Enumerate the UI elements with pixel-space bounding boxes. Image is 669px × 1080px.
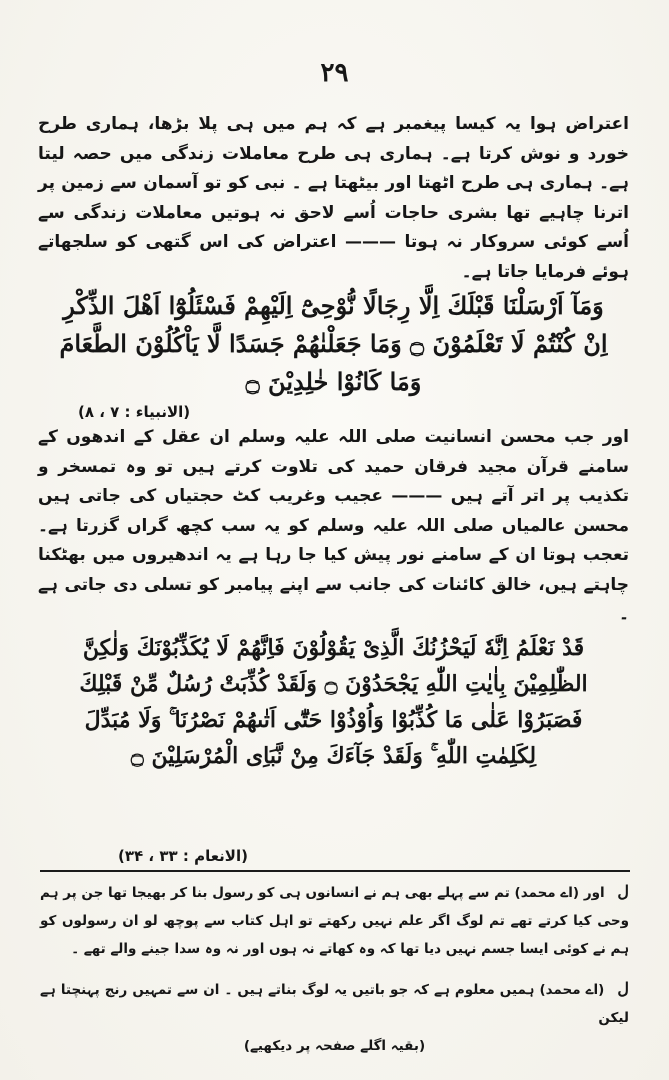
footnote-1 [40,878,629,963]
main-text [38,110,629,774]
footnote-2 [40,975,629,1032]
paragraph-2: اور جب محسن انسانیت صلی اللہ علیہ وسلم ان عقل کے اندھوں کے سامنے قرآن مجید فرقان حمید کی تلاوت کرتے ہیں تو وہ تمسخر و تکذیب پر اتر آتے ہیں ——— عجیب وغریب کٹ حجتیاں کی جاتی ہیں محسن عالمیاں صلی اللہ علیہ وسلم کو یہ سب کچھ گراں گزرتا ہے۔ تعجب ہوتا ان کے سامنے نور پیش کیا جا رہا ہے یہ اندھیروں میں بھٹکنا چاہتے ہیں، خالق کائنات کی جانب سے اپنے پیامبر کو تسلی دی جاتی ہے ۔ [38,427,629,624]
footnote-1-text: اور (اے محمد) تم سے پہلے بھی ہم نے انسانوں ہی کو رسول بنا کر بھیجا تھا جن پر ہم وحی کیا کرتے تھے تم لوگ اگر علم نہیں رکھتے تو اہل کتاب سے پوچھ لو ان رسولوں کو ہم نے کوئی ایسا جسم نہیں دیا تھا کہ وہ کھاتے نہ ہوں اور نہ وہ سدا جینے والے تھے ۔ [40,885,629,957]
verse-reference-anbiya: (الانبیاء : ۷ ، ۸) [78,403,191,421]
paragraph-1: اعتراض ہوا یہ کیسا پیغمبر ہے کہ ہم میں ہی پلا بڑھا، ہماری طرح خورد و نوش کرتا ہے۔ ہماری ہی طرح معاملات زندگی میں حصہ لیتا ہے۔ ہماری ہی طرح اٹھتا اور بیٹھتا ہے ۔ نبی کو تو آسمان سے زمین پر اترنا چاہیے تھا بشری حاجات اُسے لاحق نہ ہوتیں معاملات زندگی سے اُسے کوئی سروکار نہ ہوتا ——— اعتراض کی اس گتھی کو سلجھاتے ہوئے فرمایا جاتا ہے۔ [38,114,629,282]
quran-verse-anbiya: وَمَآ اَرْسَلْنَا قَبْلَكَ اِلَّا رِجَالًا نُّوْحِیْٓ اِلَیْهِمْ فَسْئَلُوْٓا اَهْلَ الذِّكْرِ اِنْ كُنْتُمْ لَا تَعْلَمُوْنَ ۝ وَمَا جَعَلْنٰهُمْ جَسَدًا لَّا یَاْكُلُوْنَ الطَّعَامَ وَمَا كَانُوْا خٰلِدِیْنَ ۝ [59,291,608,396]
footnote-2-text: (اے محمد) ہمیں معلوم ہے کہ جو باتیں یہ لوگ بناتے ہیں ۔ ان سے تمہیں رنج پہنچتا ہے لیکن [40,982,629,1026]
footnote-1-marker: ل [617,882,629,901]
verse-reference-anam: (الانعام : ۳۳ ، ۳۴) [118,847,248,865]
page-number: ۲۹ [320,58,349,88]
footnote-continuation-note: (بقیہ اگلے صفحہ پر دیکھیے) [243,1038,426,1054]
footnote-divider [40,870,630,872]
quran-verse-anam: قَدْ نَعْلَمُ اِنَّهٗ لَیَحْزُنُكَ الَّذِیْ یَقُوْلُوْنَ فَاِنَّهُمْ لَا یُكَذِّبُوْنَكَ وَلٰكِنَّ الظّٰلِمِیْنَ بِاٰیٰتِ اللّٰهِ یَجْحَدُوْنَ ۝ وَلَقَدْ كُذِّبَتْ رُسُلٌ مِّنْ قَبْلِكَ فَصَبَرُوْا عَلٰى مَا كُذِّبُوْا وَاُوْذُوْا حَتّٰٓى اَتٰىهُمْ نَصْرُنَا ۚ وَلَا مُبَدِّلَ لِكَلِمٰتِ اللّٰهِ ۚ وَلَقَدْ جَآءَكَ مِنْ نَّبَاِی الْمُرْسَلِیْنَ ۝ [79,634,588,769]
footnote-gap [40,963,629,975]
footnotes [40,878,629,1060]
footnote-2-marker: ل [617,979,629,998]
